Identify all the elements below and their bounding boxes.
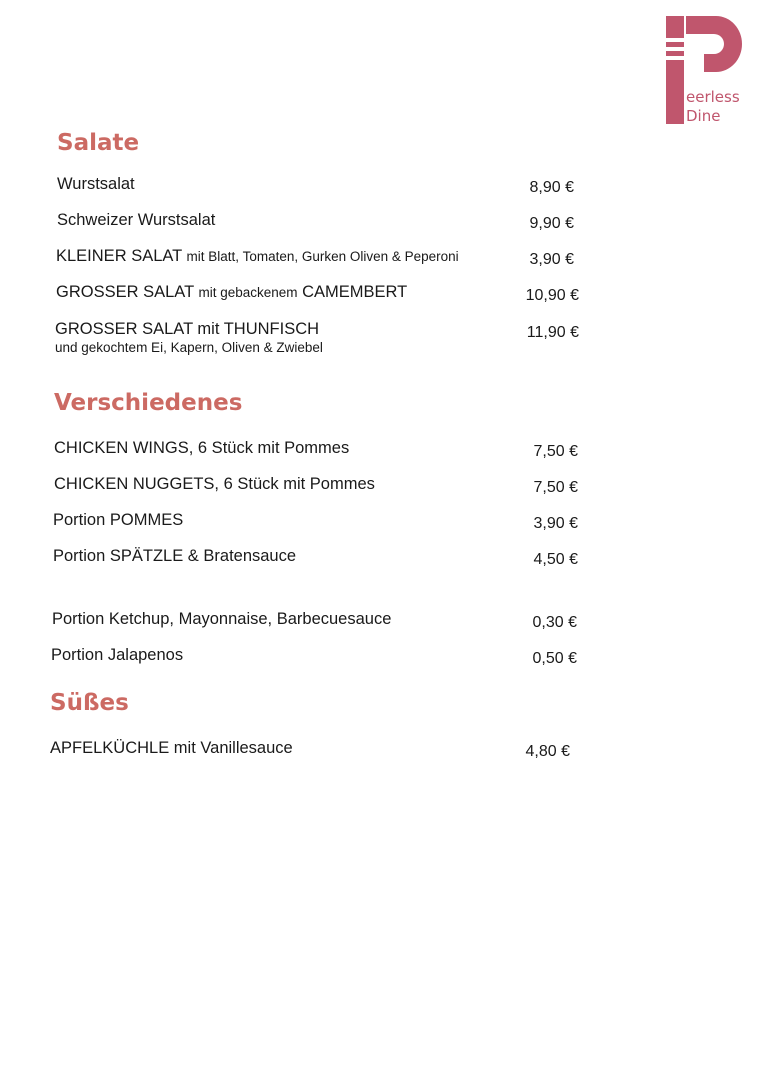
- item-name-group: [56, 283, 407, 302]
- menu-item: [50, 739, 575, 761]
- item-price: 3,90 €: [529, 251, 574, 268]
- menu-item: [53, 547, 578, 569]
- menu-item: [52, 610, 577, 632]
- item-name: GROSSER SALAT: [56, 283, 194, 301]
- menu-item: [54, 475, 579, 497]
- brand-name-line1: eerless: [686, 88, 740, 106]
- item-price: 4,80 €: [525, 743, 570, 760]
- item-name: KLEINER SALAT: [56, 247, 182, 265]
- menu-item: [55, 320, 580, 355]
- item-name: Portion POMMES: [53, 511, 184, 529]
- item-name: APFELKÜCHLE mit Vanillesauce: [50, 739, 293, 757]
- item-detail: mit gebackenem: [198, 285, 298, 300]
- item-name: Portion SPÄTZLE & Bratensauce: [53, 547, 297, 565]
- item-price: 0,50 €: [532, 650, 577, 667]
- menu-item: [56, 247, 581, 269]
- menu-item: [53, 511, 578, 533]
- item-name: CHICKEN WINGS, 6 Stück mit Pommes: [54, 439, 350, 457]
- item-price: 3,90 €: [533, 515, 578, 532]
- item-price: 10,90 €: [525, 287, 579, 304]
- item-name-group: [55, 320, 323, 355]
- item-detail: mit Blatt, Tomaten, Gurken Oliven & Peperoni: [186, 249, 459, 264]
- peerless-dine-logo: [664, 14, 748, 126]
- section-title-salate: Salate: [57, 130, 140, 156]
- menu-item: [56, 283, 581, 305]
- item-name-group: [56, 247, 459, 266]
- item-name: Wurstsalat: [57, 175, 135, 193]
- item-price: 7,50 €: [533, 443, 578, 460]
- section-title-suesses: Süßes: [50, 690, 129, 716]
- item-price: 9,90 €: [529, 215, 574, 232]
- menu-item: [51, 646, 576, 668]
- item-name: CHICKEN NUGGETS, 6 Stück mit Pommes: [54, 475, 375, 493]
- item-price: 0,30 €: [532, 614, 577, 631]
- item-name: Schweizer Wurstsalat: [57, 211, 216, 229]
- menu-item: [57, 211, 582, 233]
- item-price: 8,90 €: [529, 179, 574, 196]
- item-name: Portion Jalapenos: [51, 646, 184, 664]
- item-name: Portion Ketchup, Mayonnaise, Barbecuesauce: [52, 610, 392, 628]
- item-name-suffix: CAMEMBERT: [302, 283, 408, 301]
- section-title-verschiedenes: Verschiedenes: [54, 390, 243, 416]
- item-name: GROSSER SALAT mit THUNFISCH: [55, 320, 320, 338]
- item-price: 7,50 €: [533, 479, 578, 496]
- item-detail: und gekochtem Ei, Kapern, Oliven & Zwiebel: [55, 340, 323, 355]
- menu-item: [54, 439, 579, 461]
- brand-name-line2: Dine: [686, 107, 721, 125]
- item-price: 11,90 €: [526, 324, 579, 341]
- menu-item: [57, 175, 582, 197]
- item-price: 4,50 €: [533, 551, 578, 568]
